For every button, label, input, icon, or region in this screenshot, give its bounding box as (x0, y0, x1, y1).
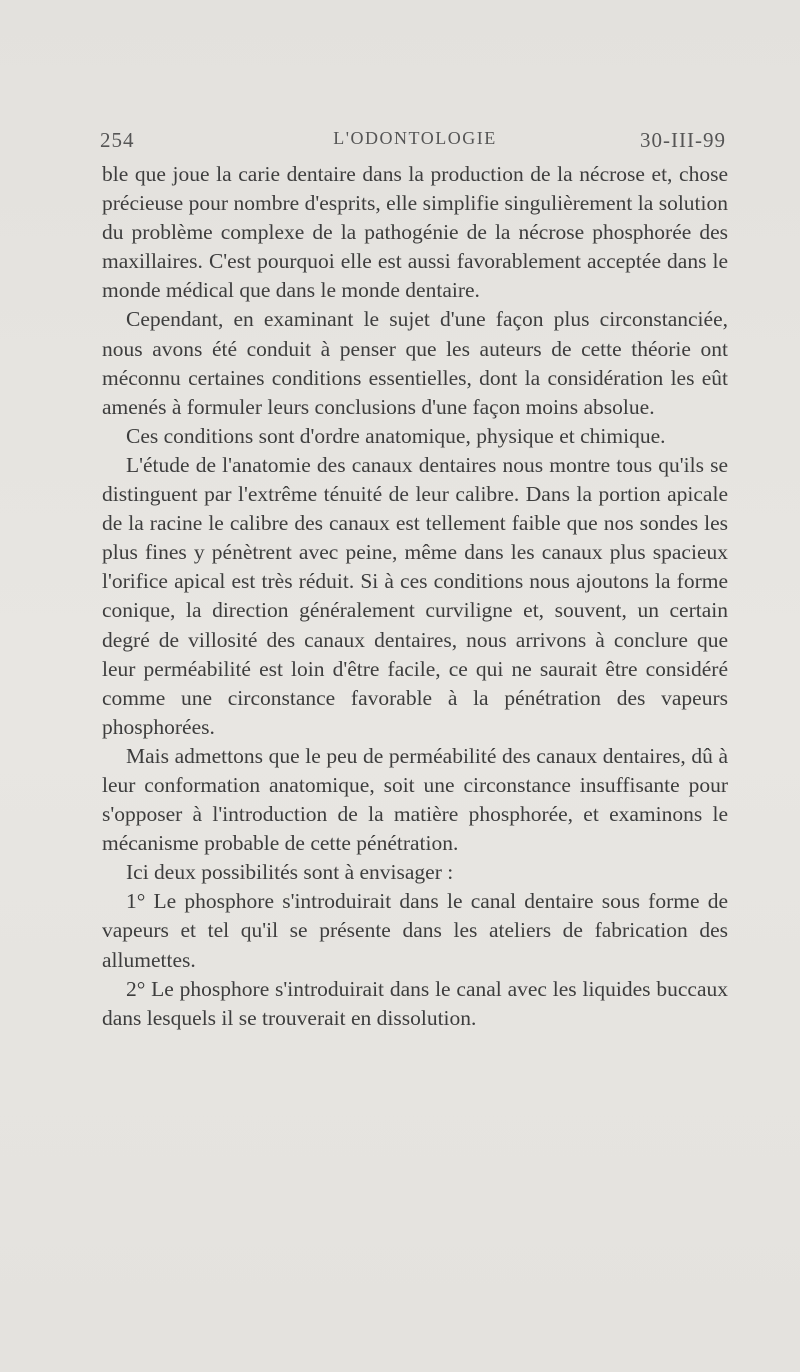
article-body (102, 160, 728, 1033)
paragraph-continued: ble que joue la carie dentaire dans la production de la nécrose et, chose précieuse pour nombre d'esprits, elle simplifie singulièrement la solution du problème complexe de la pathogénie de la nécrose phosphorée des maxillaires. C'est pourquoi elle est aussi favorablement acceptée dans le monde médical que dans le monde dentaire. (102, 162, 728, 303)
list-item-paragraph: 1° Le phosphore s'introduirait dans le canal dentaire sous forme de vapeurs et tel qu'il se présente dans les ateliers de fabrication des allumettes. (102, 889, 728, 972)
paragraph: Cependant, en examinant le sujet d'une façon plus circonstanciée, nous avons été conduit à penser que les auteurs de cette théorie ont méconnu certaines conditions essentielles, dont la considération les eût amenés à formuler leurs conclusions d'une façon moins absolue. (102, 307, 728, 419)
running-header (100, 124, 730, 156)
page-number: 254 (100, 128, 135, 152)
paragraph: L'étude de l'anatomie des canaux dentaires nous montre tous qu'ils se distinguent par l'extrême ténuité de leur calibre. Dans la portion apicale de la racine le calibre des canaux est tellement faible que nos sondes les plus fines y pénètrent avec peine, même dans les canaux plus spacieux l'orifice apical est très réduit. Si à ces conditions nous ajoutons la forme conique, la direction généralement curviligne et, souvent, un certain degré de villosité des canaux dentaires, nous arrivons à conclure que leur perméabilité est loin d'être facile, ce qui ne saurait être considéré comme une circonstance favorable à la pénétration des vapeurs phosphorées. (102, 452, 728, 739)
paragraph: Ici deux possibilités sont à envisager : (126, 860, 454, 885)
journal-title: L'ODONTOLOGIE (333, 128, 497, 148)
paragraph: Mais admettons que le peu de perméabilité des canaux dentaires, dû à leur conformation anatomique, soit une circonstance insuffisante pour s'opposer à l'introduction de la matière phosphorée, et examinons le mécanisme probable de cette pénétration. (102, 743, 728, 856)
issue-date: 30-III-99 (640, 128, 726, 152)
paragraph: Ces conditions sont d'ordre anatomique, physique et chimique. (126, 423, 666, 448)
list-item-paragraph: 2° Le phosphore s'introduirait dans le canal avec les liquides buccaux dans lesquels il se trouverait en dissolution. (102, 976, 728, 1030)
